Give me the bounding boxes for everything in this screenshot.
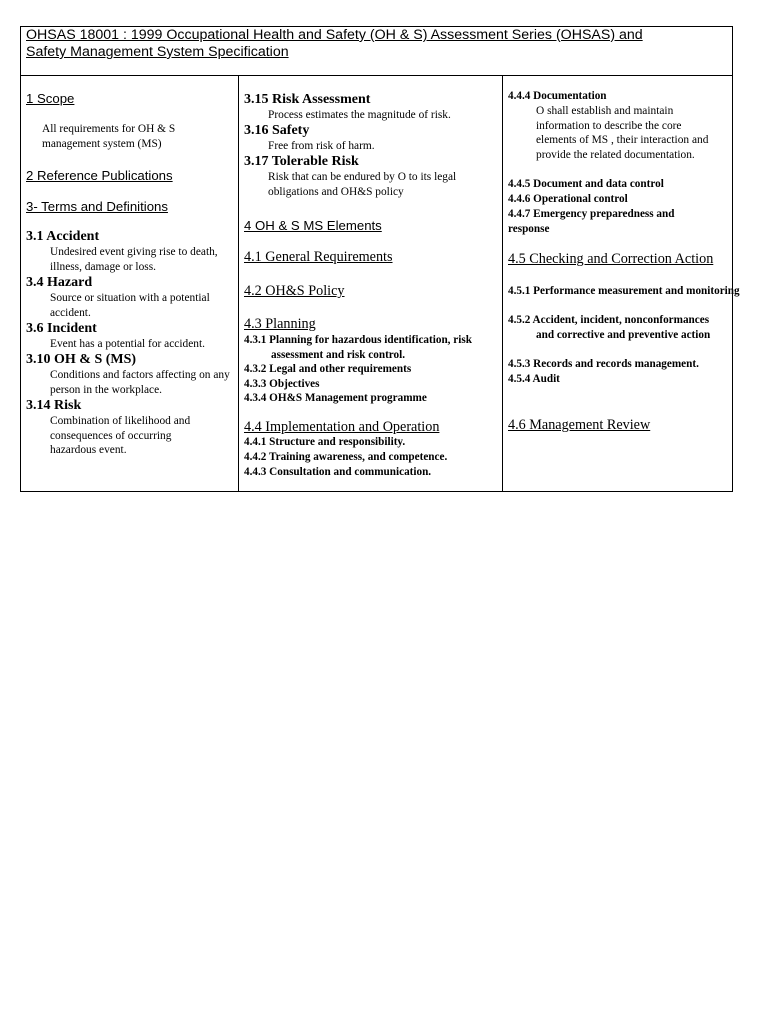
planning-item: 4.3.1 Planning for hazardous identification, risk assessment and risk control. xyxy=(244,334,472,361)
term-title: 3.10 OH & S (MS) xyxy=(26,352,137,367)
planning-item: 4.3.3 Objectives xyxy=(244,378,320,390)
term-text: Combination of likelihood and consequences of occurring hazardous event. xyxy=(50,415,191,456)
documentation-text: O shall establish and maintain information to describe the core elements of MS , their interaction and provide the related documentation. xyxy=(536,105,709,161)
documentation-title: 4.4.4 Documentation xyxy=(508,90,607,102)
checking-heading: 4.5 Checking and Correction Action xyxy=(508,251,714,267)
term-text: Conditions and factors affecting on any person in the workplace. xyxy=(50,369,230,396)
term-text: Source or situation with a potential accident. xyxy=(50,292,210,319)
checking-item: 4.5.4 Audit xyxy=(508,373,560,385)
term-title: 3.17 Tolerable Risk xyxy=(244,154,359,169)
elements-heading: 4 OH & S MS Elements xyxy=(244,218,382,233)
content-columns xyxy=(21,76,740,492)
implementation-item: 4.4.2 Training awareness, and competence. xyxy=(244,451,448,463)
checking-item: 4.5.3 Records and records management. xyxy=(508,358,699,370)
checking-item: 4.5.1 Performance measurement and monitoring xyxy=(508,285,740,297)
term-text: Process estimates the magnitude of risk. xyxy=(268,109,451,121)
term-title: 3.1 Accident xyxy=(26,229,100,244)
planning-item: 4.3.2 Legal and other requirements xyxy=(244,363,412,375)
scope-heading: 1 Scope xyxy=(26,91,75,106)
general-requirements-heading: 4.1 General Requirements xyxy=(244,249,393,265)
planning-heading: 4.3 Planning xyxy=(244,316,316,332)
column-2 xyxy=(239,76,503,492)
term-title: 3.4 Hazard xyxy=(26,275,93,290)
policy-heading: 4.2 OH&S Policy xyxy=(244,283,345,299)
column-1 xyxy=(21,76,239,492)
document-table xyxy=(20,26,740,492)
term-title: 3.14 Risk xyxy=(26,398,82,413)
scope-text: All requirements for OH & S management system (MS) xyxy=(42,123,176,150)
title-line-2: Safety Management System Specification xyxy=(26,44,289,60)
term-text: Risk that can be endured by O to its legal obligations and OH&S policy xyxy=(268,171,457,198)
element-item: 4.4.5 Document and data control xyxy=(508,178,664,190)
term-title: 3.16 Safety xyxy=(244,123,310,138)
term-title: 3.6 Incident xyxy=(26,321,97,336)
term-text: Event has a potential for accident. xyxy=(50,338,205,350)
planning-item: 4.3.4 OH&S Management programme xyxy=(244,392,427,404)
terms-heading: 3- Terms and Definitions xyxy=(26,199,168,214)
implementation-item: 4.4.1 Structure and responsibility. xyxy=(244,436,406,448)
implementation-heading: 4.4 Implementation and Operation xyxy=(244,419,440,435)
term-text: Free from risk of harm. xyxy=(268,140,375,152)
checking-item: 4.5.2 Accident, incident, nonconformances and corrective and preventive action xyxy=(508,314,711,341)
title-line-1: OHSAS 18001 : 1999 Occupational Health and Safety (OH & S) Assessment Series (OHSAS) and xyxy=(26,27,643,43)
implementation-item: 4.4.3 Consultation and communication. xyxy=(244,466,432,478)
element-item: 4.4.7 Emergency preparedness and response xyxy=(508,208,675,235)
management-review-heading: 4.6 Management Review xyxy=(508,417,651,433)
term-text: Undesired event giving rise to death, illness, damage or loss. xyxy=(50,246,218,273)
term-title: 3.15 Risk Assessment xyxy=(244,92,371,107)
reference-heading: 2 Reference Publications xyxy=(26,168,173,183)
element-item: 4.4.6 Operational control xyxy=(508,193,628,205)
column-3 xyxy=(503,76,740,492)
document-header xyxy=(21,27,732,76)
